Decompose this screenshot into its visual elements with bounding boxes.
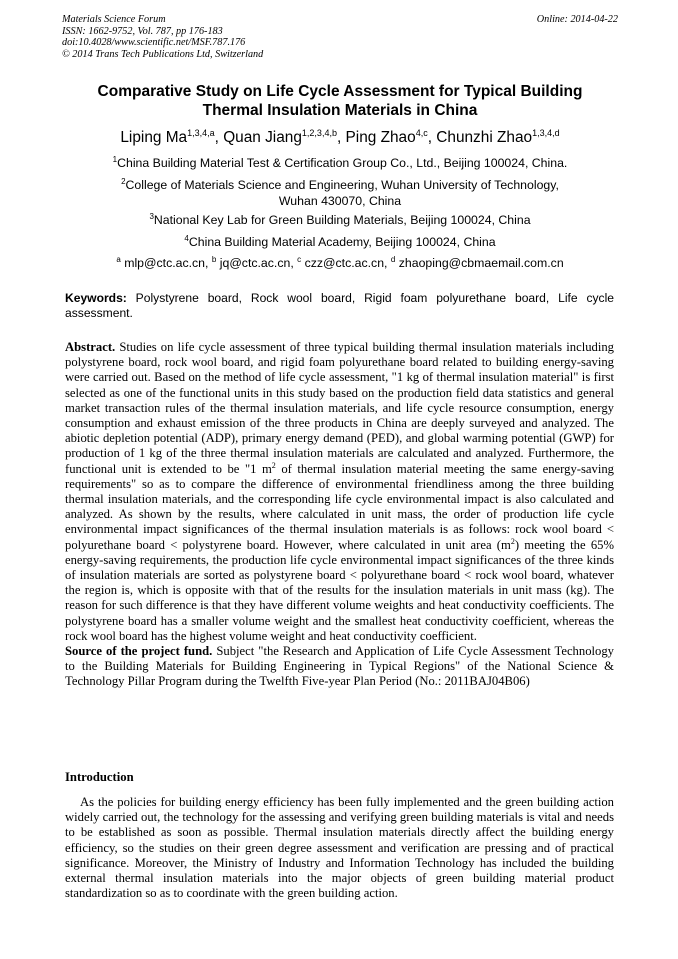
introduction-heading: Introduction: [65, 770, 134, 784]
author: [346, 129, 437, 146]
running-header: [62, 14, 618, 60]
email-mark: d: [390, 255, 396, 264]
affiliation-mark: 4: [184, 234, 189, 243]
email-separator: ,: [290, 256, 298, 270]
affiliation-2: [62, 177, 618, 209]
author-affiliation-mark: 1,3,4,a: [187, 128, 215, 138]
keywords: [65, 291, 614, 322]
author: [223, 129, 345, 146]
fund-label: Source of the project fund.: [65, 644, 213, 659]
author-affiliation-mark: 1,2,3,4,b: [301, 128, 337, 138]
superscript: 2: [271, 460, 276, 470]
fund-text: Subject "the Research and Application of Life Cycle Assessment Technology to the Building Materials for Building Engineering in Typical Regions" of the National Science & Technology Pillar Program during the Twelfth Five-year Plan Period (No.: 2011BAJ04B06): [65, 644, 614, 689]
email-list: [62, 255, 618, 271]
keywords-label: Keywords:: [65, 291, 127, 305]
affiliation-4: [62, 234, 618, 250]
author-separator: ,: [214, 129, 224, 146]
journal-name: Materials Science Forum: [62, 14, 166, 25]
abstract-text: Studies on life cycle assessment of three typical building thermal insulation materials including polystyrene board, rock wool board, and rigid foam polyurethane board related to building energy-saving were carried out. Based on the method of life cycle assessment, "1 kg of thermal insulation material" is first selected as one of the functional units in this study based on the production field data statistics and general market transaction rules of the thermal insulation materials, and life cycle resource consumption, energy consumption and exhaust emission of the three products in China are deeply surveyed and analyzed. The abiotic depletion potential (ADP), primary energy demand (PED), and global warming potential (GWP) for production of 1 kg of the three thermal insulation materials are calculated and analyzed. Furthermore, the functional unit is extended to be "1 m: [65, 340, 614, 476]
email-entry: [391, 256, 564, 270]
author-separator: ,: [336, 129, 346, 146]
author: [120, 129, 223, 146]
author-affiliation-mark: 4,c: [415, 128, 428, 138]
affiliation-line: [62, 177, 618, 193]
keywords-text: Polystyrene board, Rock wool board, Rigid foam polyurethane board, Life cycle assessment.: [65, 291, 614, 321]
email-separator: ,: [205, 256, 212, 270]
author-affiliation-mark: 1,3,4,d: [532, 128, 560, 138]
email-address: mlp@ctc.ac.cn: [124, 256, 206, 270]
abstract-section: [65, 340, 614, 690]
email-address: zhaoping@cbmaemail.com.cn: [398, 256, 564, 270]
author: [436, 129, 559, 146]
introduction-paragraph: As the policies for building energy efficiency has been fully implemented and the green building action widely carried out, the technology for the assessing and verifying green building materials is vital and needs to be established as soon as possible. Thermal insulation materials directly affect the building energy efficiency, so the studies on their green degree assessment and verification are pressing and of practical significance. Moreover, the Ministry of Industry and Information Technology has included the building external thermal insulation materials into the major objects of green building material product standardization so as to coordinate with the green building action.: [65, 795, 614, 901]
online-date: Online: 2014-04-22: [536, 14, 618, 25]
superscript: 2: [510, 536, 515, 546]
email-entry: [297, 256, 391, 270]
email-entry: [212, 256, 297, 270]
author-name: Chunzhi Zhao: [436, 129, 533, 146]
publication-info: [62, 14, 618, 60]
author-name: Quan Jiang: [223, 129, 302, 146]
paper-title: [62, 82, 618, 120]
email-entry: [116, 256, 212, 270]
author-name: Ping Zhao: [345, 129, 416, 146]
fund-paragraph: [65, 644, 614, 690]
author-separator: ,: [427, 129, 437, 146]
affiliation-text: College of Materials Science and Engineering, Wuhan University of Technology,: [125, 178, 559, 192]
issn-volume: ISSN: 1662-9752, Vol. 787, pp 176-183: [62, 25, 223, 37]
abstract-text: ) meeting the 65% energy-saving requirements, the production life cycle environmental impact significances of the three kinds of insulation materials are sorted as polystyrene board < polyurethane board < rock wool board, whatever the region is, which is opposite with that of the results for the insulation materials in unit mass (kg). The reason for such difference is that they have different volume weights and heat conductivity coefficients. The polystyrene board has a smaller volume weight and the smallest heat conductivity coefficient, whereas the rock wool board has the highest volume weight and heat conductivity coefficient.: [65, 537, 614, 643]
email-separator: ,: [384, 256, 391, 270]
affiliation-mark: 1: [112, 155, 118, 164]
title-line-2: Thermal Insulation Materials in China: [202, 102, 478, 119]
title-line-1: Comparative Study on Life Cycle Assessment for Typical Building: [97, 83, 583, 100]
affiliation-1: [62, 155, 618, 171]
affiliation-line: Wuhan 430070, China: [278, 194, 402, 208]
author-list: [62, 128, 618, 148]
email-address: jq@ctc.ac.cn: [219, 256, 291, 270]
affiliation-3: [62, 212, 618, 228]
abstract-text: of thermal insulation material meeting the same energy-saving requirements" so as to compare the difference of environmental friendliness among the three building thermal insulation materials, and the corresponding life cycle environmental impact is also calculated and analyzed. As shown by the results, where calculated in unit mass, the order of production life cycle environmental impact significances of the thermal insulation materials is as follows: rock wool board < polyurethane board < polystyrene board. However, where calculated in unit area (m: [65, 461, 614, 552]
abstract-label: Abstract.: [65, 340, 116, 354]
doi: doi:10.4028/www.scientific.net/MSF.787.176: [62, 37, 246, 49]
email-mark: a: [116, 255, 121, 264]
abstract-paragraph: [65, 340, 614, 644]
email-mark: c: [297, 255, 302, 264]
affiliation-mark: 3: [149, 212, 154, 221]
email-mark: b: [211, 255, 217, 264]
affiliation-text: China Building Material Academy, Beijing 100024, China: [188, 235, 496, 249]
affiliation-text: National Key Lab for Green Building Materials, Beijing 100024, China: [153, 213, 531, 227]
affiliation-mark: 2: [121, 177, 126, 186]
author-name: Liping Ma: [120, 129, 188, 146]
email-address: czz@ctc.ac.cn: [304, 256, 385, 270]
copyright: © 2014 Trans Tech Publications Ltd, Switzerland: [62, 48, 264, 60]
affiliation-text: China Building Material Test & Certification Group Co., Ltd., Beijing 100024, China.: [117, 156, 568, 170]
